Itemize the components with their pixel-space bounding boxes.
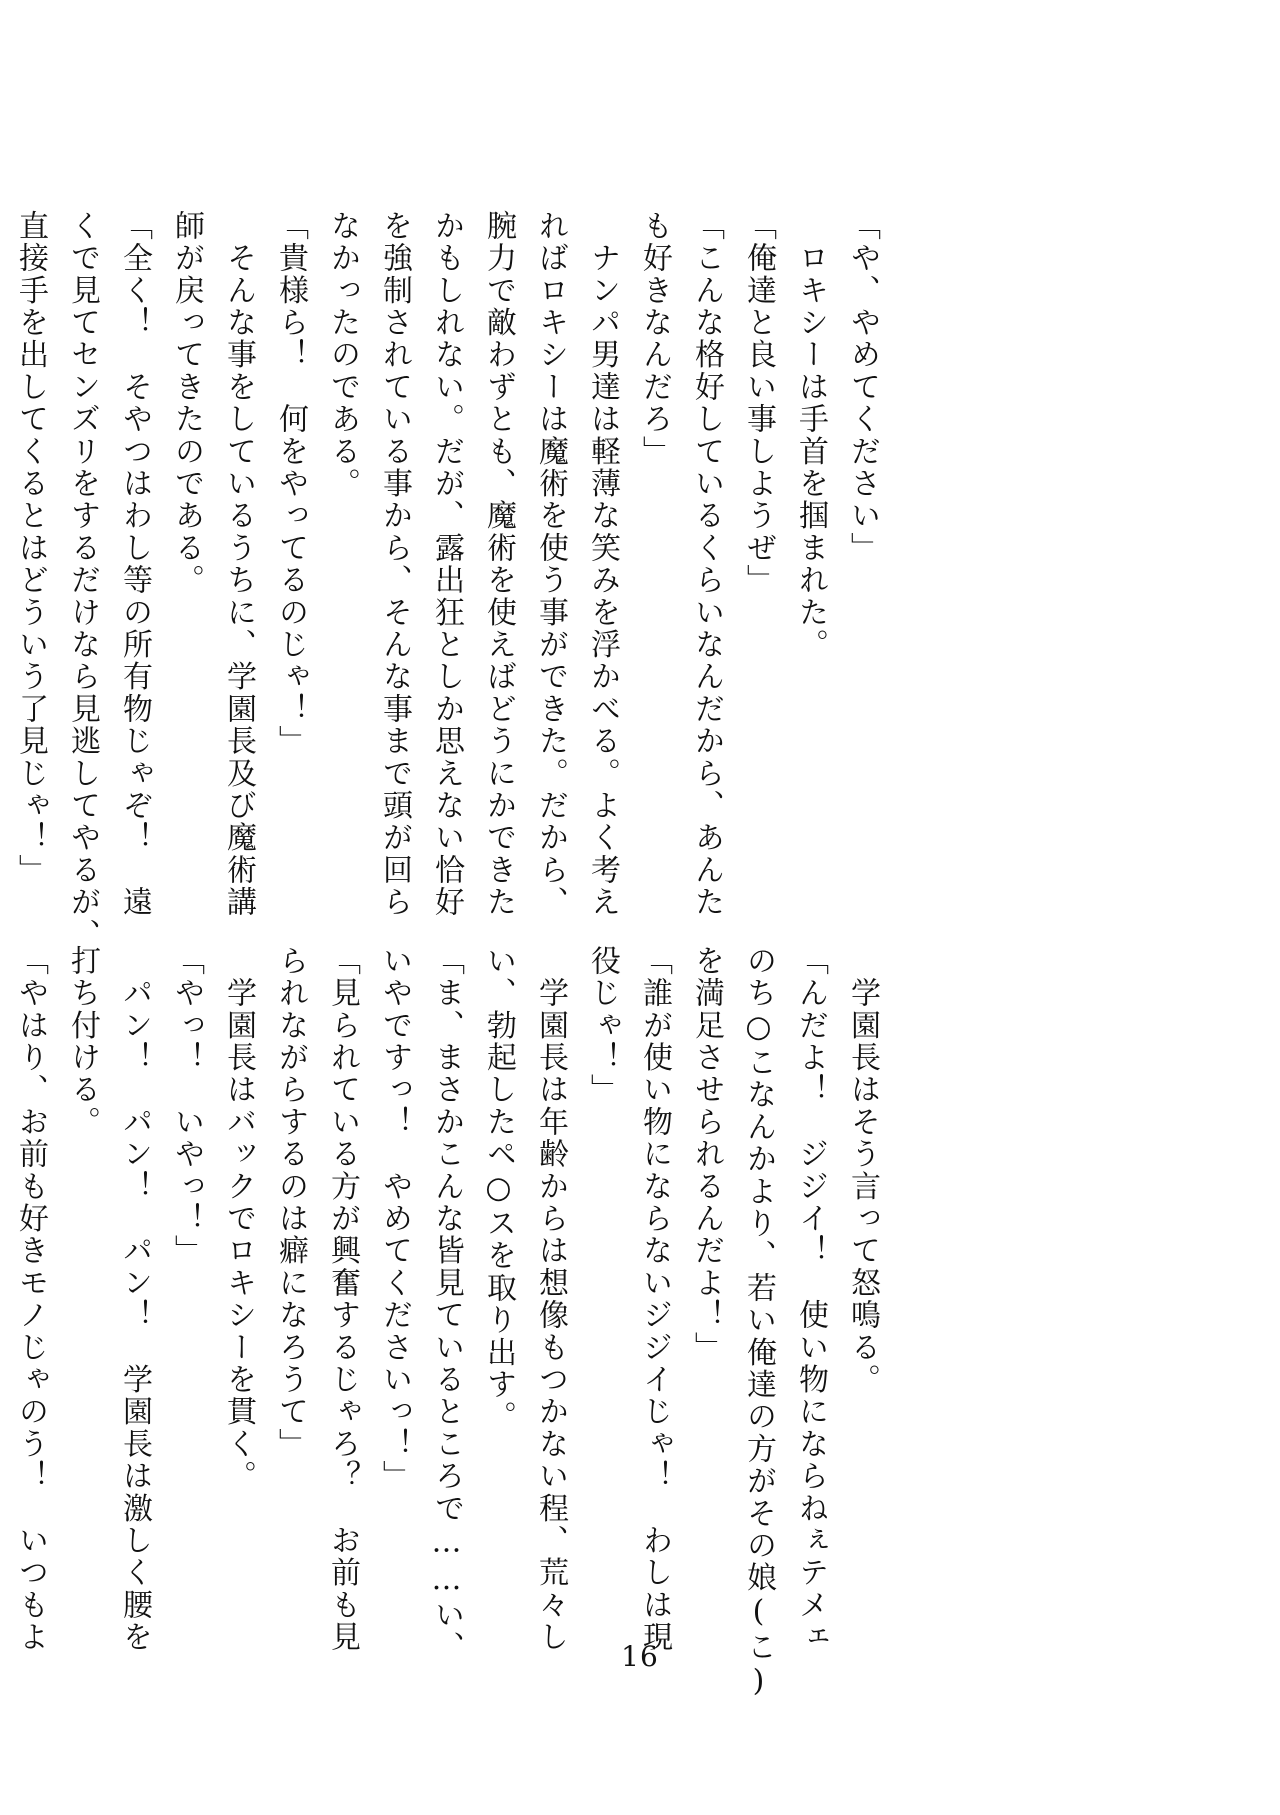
text-line: そんな事をしているうちに、学園長及び魔術講 (221, 210, 256, 919)
lower-text-block (4, 945, 888, 1701)
text-line: 「貴様ら！ 何をやってるのじゃ！」 (273, 210, 308, 758)
text-line: 直接手を出してくるとはどういう了見じゃ！」 (13, 210, 48, 887)
text-line: 腕力で敵わずとも、魔術を使えばどうにかできた (481, 210, 516, 919)
text-line: 「んだよ！ ジジイ！ 使い物にならねぇテメェ (793, 945, 828, 1654)
text-line: 「や、やめてください」 (845, 210, 880, 565)
text-line: ればロキシーは魔術を使う事ができた。だから、 (533, 210, 568, 919)
text-line: 学園長は年齢からは想像もつかない程、荒々し (533, 945, 568, 1654)
text-line: 「ま、まさかこんな皆見ているところで……い、 (429, 945, 464, 1664)
text-line: パン！ パン！ パン！ 学園長は激しく腰を (117, 945, 152, 1654)
text-line: 「見られている方が興奮するじゃろ？ お前も見 (325, 945, 360, 1654)
text-line: を強制されている事から、そんな事まで頭が回ら (377, 210, 412, 919)
text-line: 役じゃ！」 (585, 945, 620, 1106)
text-line: 「全く！ そやつはわし等の所有物じゃぞ！ 遠 (117, 210, 152, 919)
text-line: なかったのである。 (325, 210, 360, 500)
text-line: い、勃起したペ○スを取り出す。 (481, 945, 516, 1433)
text-line: を満足させられるんだよ！」 (689, 945, 724, 1364)
text-line: のち○こなんかより、若い俺達の方がその娘(こ) (741, 945, 776, 1701)
text-line: ロキシーは手首を掴まれた。 (793, 210, 828, 661)
text-line: 「やっ！ いやっ！」 (169, 945, 204, 1267)
text-line: 学園長はバックでロキシーを貫く。 (221, 945, 256, 1493)
upper-text-block (4, 210, 888, 950)
text-line: 「こんな格好しているくらいなんだから、あんた (689, 210, 724, 919)
page-number: 16 (621, 1640, 659, 1673)
text-line: 学園長はそう言って怒鳴る。 (845, 945, 880, 1396)
text-line: くで見てセンズリをするだけなら見逃してやるが、 (65, 210, 100, 951)
text-line: 「やはり、お前も好きモノじゃのう！ いつもよ (13, 945, 48, 1654)
text-line: いやですっ！ やめてくださいっ！」 (377, 945, 412, 1493)
text-line: かもしれない。だが、露出狂としか思えない恰好 (429, 210, 464, 919)
text-line: 「誰が使い物にならないジジイじゃ！ わしは現 (637, 945, 672, 1654)
text-line: 打ち付ける。 (65, 945, 100, 1139)
text-line: も好きなんだろ」 (637, 210, 672, 468)
text-line: ナンパ男達は軽薄な笑みを浮かべる。よく考え (585, 210, 620, 919)
text-line: 師が戻ってきたのである。 (169, 210, 204, 597)
text-line: られながらするのは癖になろうて」 (273, 945, 308, 1461)
text-line: 「俺達と良い事しようぜ」 (741, 210, 776, 597)
